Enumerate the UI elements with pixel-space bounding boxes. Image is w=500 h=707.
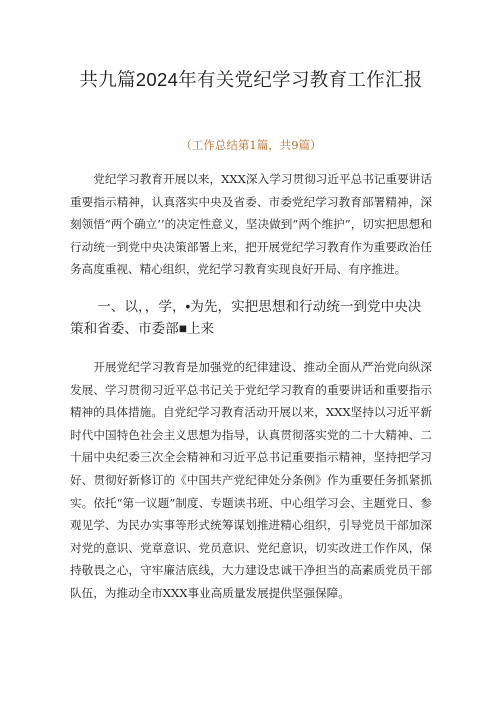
section-paragraph: 开展党纪学习教育是加强党的纪律建设、推动全面从严治党向纵深发展、学习贯彻习近平总书记关于党纪学习教育的重要讲话和重要指示精神的具体措施。自党纪学习教育活动开展以来，XXX坚持以习近平新时代中国特色社会主义思想为指导，认真贯彻落实党的二十大精神、二十届中央纪委三次全会精神和习近平总书记重要指示精神，坚持把学习好、贯彻好新修订的《中国共产党纪律处分条例》作为重要任务抓紧抓实。依托“第一议题”制度、专题读书班、中心组学习会、主题党日、参观见学、为民办实事等形式统筹谋划推进精心组织，引导党员干部加深对党的意识、党章意识、党员意识、党纪意识，切实改进工作作风，保持敬畏之心，守牢廉洁底线，大力建设忠诚干净担当的高素质党员干部队伍，为推动全市XXX事业高质量发展提供坚强保障。 <box>70 359 432 600</box>
section-heading: 一、以，，学，•为先，实把思想和行动统一到党中央决策和省委、市委部■上来 <box>70 298 422 336</box>
document-subtitle: （工作总结第1篇，共9篇） <box>180 138 322 152</box>
document-title: 共九篇2024年有关党纪学习教育工作汇报 <box>79 69 423 90</box>
intro-paragraph: 党纪学习教育开展以来，XXX深入学习贯彻习近平总书记重要讲话重要指示精神，认真落实中央及省委、市委党纪学习教育部署精神，深刻领悟“两个确立’’的决定性意义，坚决做到“两个维护”，切实把思想和行动统一到党中央决策部署上来，把开展党纪学习教育作为重要政治任务高度重视、精心组织，党纪学习教育实现良好开局、有序推进。 <box>70 172 432 277</box>
